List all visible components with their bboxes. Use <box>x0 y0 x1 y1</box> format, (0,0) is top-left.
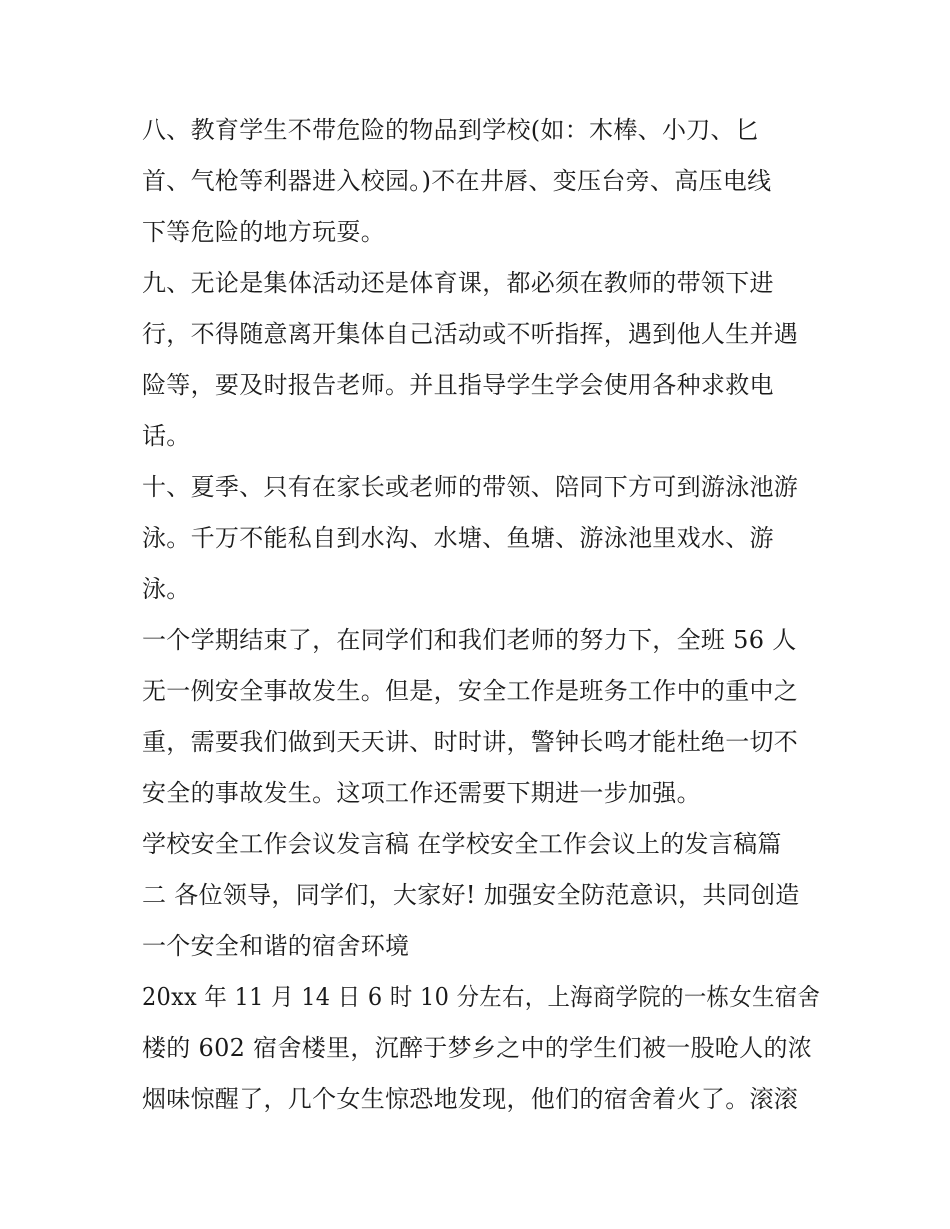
text-line: 20xx 年 11 月 14 日 6 时 10 分左右，上海商学院的一栋女生宿舍 <box>142 983 821 1011</box>
text-line: 二 各位领导，同学们，大家好! 加强安全防范意识，共同创造 <box>142 881 800 909</box>
text-line: 行，不得随意离开集体自己活动或不听指挥，遇到他人生并遇 <box>142 320 799 348</box>
text-line: 险等，要及时报告老师。并且指导学生学会使用各种求救电 <box>142 371 774 399</box>
text-line: 重，需要我们做到天天讲、时时讲，警钟长鸣才能杜绝一切不 <box>142 728 799 756</box>
text-line: 安全的事故发生。这项工作还需要下期进一步加强。 <box>142 779 701 807</box>
text-line: 八、教育学生不带危险的物品到学校(如：木棒、小刀、匕 <box>142 116 760 144</box>
text-line: 无一例安全事故发生。但是，安全工作是班务工作中的重中之 <box>142 677 799 705</box>
text-line: 一个学期结束了，在同学们和我们老师的努力下，全班 56 人 <box>142 626 797 654</box>
text-line: 下等危险的地方玩耍。 <box>142 218 385 246</box>
text-line: 学校安全工作会议发言稿 在学校安全工作会议上的发言稿篇 <box>142 830 782 858</box>
text-line: 九、无论是集体活动还是体育课，都必须在教师的带领下进 <box>142 269 774 297</box>
text-line: 首、气枪等利器进入校园。)不在井唇、变压台旁、高压电线 <box>142 167 772 195</box>
text-line: 楼的 602 宿舍楼里，沉醉于梦乡之中的学生们被一股呛人的浓 <box>142 1034 813 1062</box>
text-line: 烟味惊醒了，几个女生惊恐地发现，他们的宿舍着火了。滚滚 <box>142 1085 799 1113</box>
text-line: 泳。千万不能私自到水沟、水塘、鱼塘、游泳池里戏水、游 <box>142 524 774 552</box>
text-line: 话。 <box>142 422 191 450</box>
text-line: 十、夏季、只有在家长或老师的带领、陪同下方可到游泳池游 <box>142 473 799 501</box>
text-line: 一个安全和谐的宿舍环境 <box>142 932 410 960</box>
text-line: 泳。 <box>142 575 191 603</box>
